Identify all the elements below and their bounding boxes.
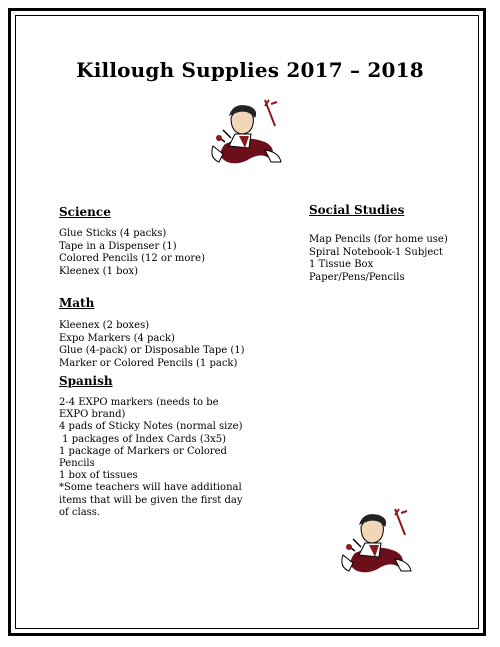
list-item: Glue Sticks (4 packs) (59, 228, 167, 239)
list-item: Expo Markers (4 pack) (59, 332, 175, 344)
list-item: Kleenex (1 box) (59, 265, 139, 277)
list-item: *Some teachers will have additional (59, 482, 242, 494)
list-item: Glue (4-pack) or Disposable Tape (1) (59, 345, 245, 356)
science-list (59, 228, 205, 278)
list-item: Spiral Notebook-1 Subject (309, 246, 443, 258)
spanish-heading: Spanish (59, 374, 113, 388)
list-item: Tape in a Dispenser (1) (59, 240, 177, 252)
list-item: 1 package of Markers or Colored (59, 445, 227, 457)
list-item: 4 pads of Sticky Notes (normal size) (59, 421, 243, 433)
list-item: Kleenex (2 boxes) (59, 320, 150, 331)
page-title: Killough Supplies 2017 – 2018 (76, 58, 424, 82)
math-heading: Math (59, 296, 95, 310)
spanish-list (59, 397, 243, 519)
list-item: 1 packages of Index Cards (3x5) (59, 433, 227, 445)
math-list (59, 320, 245, 370)
list-item: Marker or Colored Pencils (1 pack) (59, 357, 238, 369)
list-item: Map Pencils (for home use) (309, 234, 448, 245)
devil-mascot-logo (335, 505, 417, 577)
list-item: 1 box of tissues (59, 470, 138, 482)
list-item: Paper/Pens/Pencils (309, 271, 405, 283)
list-item: 1 Tissue Box (309, 259, 374, 270)
social-studies-heading: Social Studies (309, 203, 405, 217)
list-item: Colored Pencils (12 or more) (59, 253, 206, 264)
list-item: Pencils (59, 458, 95, 470)
devil-mascot-logo (205, 96, 287, 168)
social-studies-list (309, 234, 448, 284)
list-item: EXPO brand) (59, 409, 126, 421)
list-item: of class. (59, 506, 101, 518)
science-heading: Science (59, 205, 111, 219)
list-item: items that will be given the first day (59, 494, 243, 506)
list-item: 2-4 EXPO markers (needs to be (59, 397, 219, 408)
